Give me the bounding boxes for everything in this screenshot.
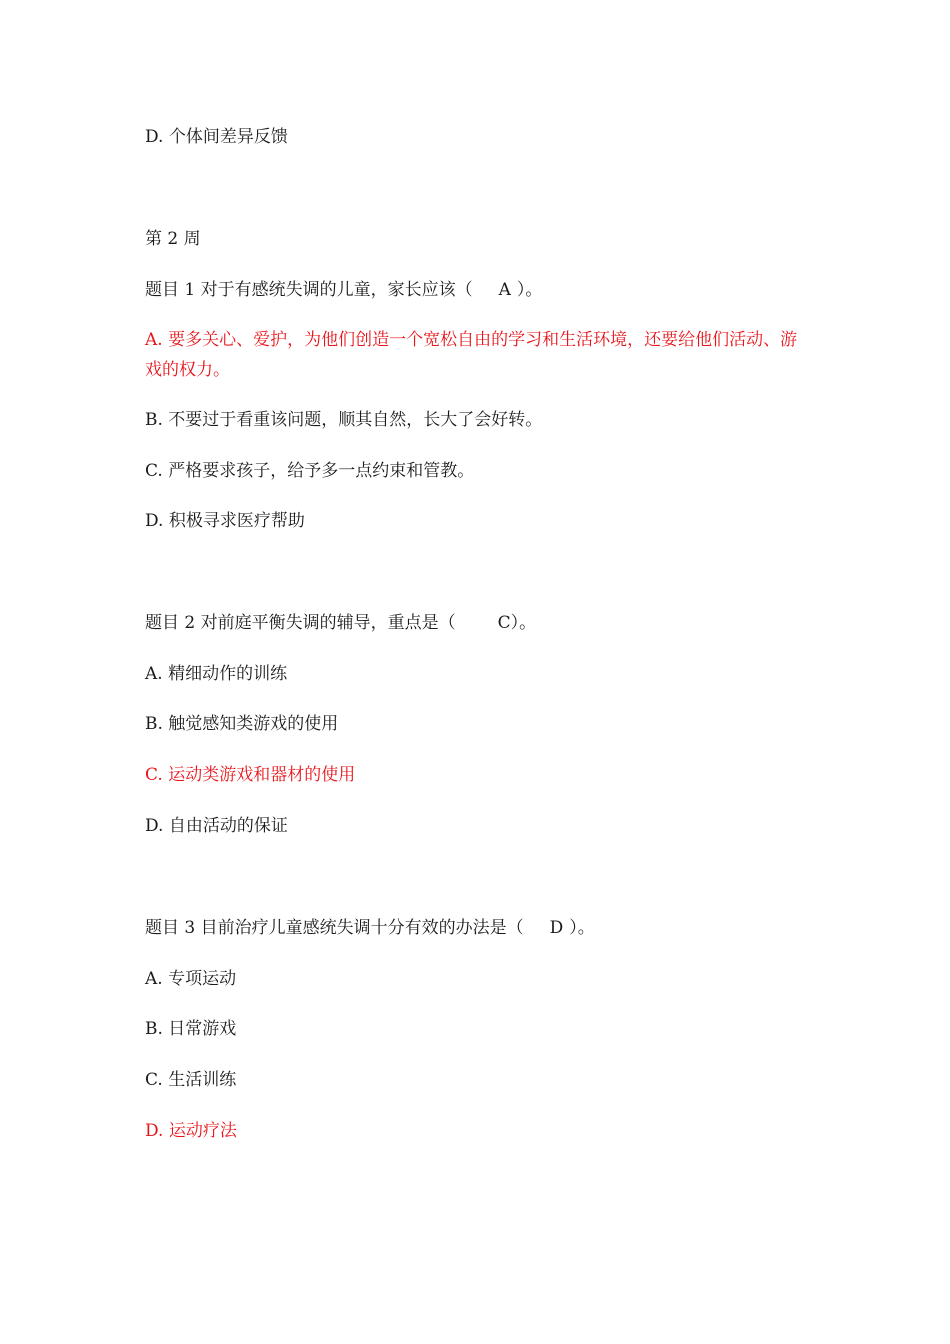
question-1-prompt-text: 题目 1 对于有感统失调的儿童，家长应该（ — [145, 280, 473, 300]
question-2-option-a: A. 精细动作的训练 — [145, 664, 288, 684]
question-1-prompt-end: ）。 — [516, 280, 543, 300]
question-2-option-b: B. 触觉感知类游戏的使用 — [145, 714, 339, 734]
question-2-option-d: D. 自由活动的保证 — [145, 816, 288, 836]
question-2-option-c: C. 运动类游戏和器材的使用 — [145, 765, 356, 785]
question-3-option-a: A. 专项运动 — [145, 969, 237, 989]
question-3-option-b: B. 日常游戏 — [145, 1019, 237, 1039]
prev-question-option-d: D. 个体间差异反馈 — [145, 127, 288, 147]
question-3-prompt-end: ）。 — [569, 918, 595, 938]
question-1-option-c: C. 严格要求孩子，给予多一点约束和管教。 — [145, 461, 475, 481]
question-3-prompt — [145, 913, 815, 943]
question-3-answer: D — [549, 918, 564, 938]
question-1-option-a: A. 要多关心、爱护，为他们创造一个宽松自由的学习和生活环境，还要给他们活动、游戏的权力。 — [145, 330, 798, 380]
question-2-prompt-end: ）。 — [510, 613, 537, 633]
question-1-answer: A — [498, 280, 511, 300]
question-2-prompt-text: 题目 2 对前庭平衡失调的辅导，重点是（ — [145, 613, 456, 633]
question-1-option-d: D. 积极寻求医疗帮助 — [145, 511, 305, 531]
question-2-answer: C — [497, 613, 511, 633]
question-3-option-d: D. 运动疗法 — [145, 1121, 237, 1141]
week-heading: 第 2 周 — [145, 229, 201, 249]
question-2-prompt — [145, 608, 815, 638]
question-1-prompt — [145, 275, 815, 305]
question-1-option-b: B. 不要过于看重该问题，顺其自然，长大了会好转。 — [145, 410, 543, 430]
question-3-prompt-text: 题目 3 目前治疗儿童感统失调十分有效的办法是（ — [145, 918, 524, 938]
question-3-option-c: C. 生活训练 — [145, 1070, 237, 1090]
